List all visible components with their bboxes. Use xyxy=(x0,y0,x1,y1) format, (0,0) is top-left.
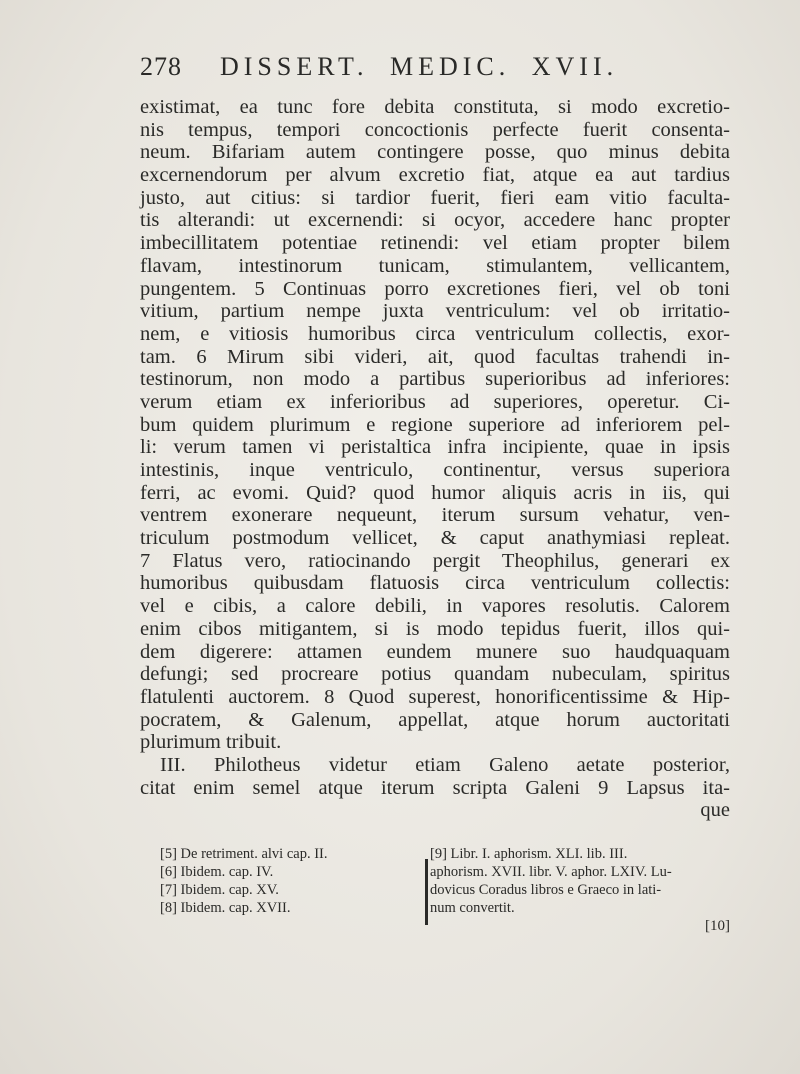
text-line: flatulenti auctorem. 8 Quod superest, honorificentissime & Hip- xyxy=(140,685,730,708)
text-line: enim cibos mitigantem, si is modo tepidus fuerit, illos qui- xyxy=(140,617,730,640)
page-number: 278 xyxy=(140,52,182,81)
text-line: bum quidem plurimum e regione superiore ad inferiorem pel- xyxy=(140,413,730,436)
text-line: justo, aut citius: si tardior fuerit, fieri eam vitio faculta- xyxy=(140,186,730,209)
text-line: humoribus quibusdam flatuosis circa ventriculum collectis: xyxy=(140,572,730,595)
footnotes-left-column xyxy=(160,845,410,917)
text-line: dem digerere: attamen eundem munere suo haudquaquam xyxy=(140,640,730,663)
main-text xyxy=(140,96,730,822)
text-line: tam. 6 Mirum sibi videri, ait, quod facultas trahendi in- xyxy=(140,345,730,368)
running-title: DISSERT. MEDIC. XVII. xyxy=(220,52,619,81)
running-header xyxy=(140,52,730,92)
text-line: vitium, partium nempe juxta ventriculum: vel ob irritatio- xyxy=(140,300,730,323)
footnote: [6] Ibidem. cap. IV. xyxy=(160,864,274,880)
text-line: nis tempus, tempori concoctionis perfecte fuerit consenta- xyxy=(140,118,730,141)
text-line: existimat, ea tunc fore debita constituta, si modo excretio- xyxy=(140,96,730,118)
text-line: testinorum, non modo a partibus superioribus ad inferiores: xyxy=(140,368,730,391)
text-line: tis alterandi: ut excernendi: si ocyor, accedere hanc propter xyxy=(140,209,730,232)
footnote: [5] De retriment. alvi cap. II. xyxy=(160,846,328,862)
catchword: [10] xyxy=(705,918,730,934)
footnotes-right-column xyxy=(430,845,730,917)
text-line: defungi; sed procreare potius quandam nubeculam, spiritus xyxy=(140,663,730,686)
text-line: III. Philotheus videtur etiam Galeno aetate posterior, xyxy=(160,753,730,776)
text-line: triculum postmodum vellicet, & caput anathymiasi repleat. xyxy=(140,527,730,550)
text-line: citat enim semel atque iterum scripta Galeni 9 Lapsus ita- xyxy=(140,776,730,799)
text-line: ferri, ac evomi. Quid? quod humor aliquis acris in iis, qui xyxy=(140,481,730,504)
text-line: flavam, intestinorum tunicam, stimulantem, vellicantem, xyxy=(140,254,730,277)
footnote: aphorism. XVII. libr. V. aphor. LXIV. Lu- xyxy=(430,864,672,880)
footnote: dovicus Coradus libros e Graeco in lati- xyxy=(430,882,662,898)
text-line: neum. Bifariam autem contingere posse, quo minus debita xyxy=(140,141,730,164)
text-line: 7 Flatus vero, ratiocinando pergit Theophilus, generari ex xyxy=(140,549,730,572)
text-line: verum etiam ex inferioribus ad superiores, operetur. Ci- xyxy=(140,390,730,413)
text-line: intestinis, inque ventriculo, continentur, versus superiora xyxy=(140,459,730,481)
text-line: plurimum tribuit. xyxy=(140,731,282,754)
footnote: [8] Ibidem. cap. XVII. xyxy=(160,900,291,916)
footnote-divider xyxy=(425,859,428,925)
footnotes xyxy=(160,845,730,935)
text-line: vel e cibis, a calore debili, in vapores resolutis. Calorem xyxy=(140,595,730,618)
text-line: nem, e vitiosis humoribus circa ventriculum collectis, exor- xyxy=(140,322,730,345)
text-line: ventrem exonerare nequeunt, iterum sursum vehatur, ven- xyxy=(140,504,730,527)
text-line: li: verum tamen vi peristaltica infra incipiente, quae in ipsis xyxy=(140,436,730,459)
text-line: pocratem, & Galenum, appellat, atque horum auctoritati xyxy=(140,708,730,731)
footnote: [7] Ibidem. cap. XV. xyxy=(160,882,279,898)
footnote: [9] Libr. I. aphorism. XLI. lib. III. xyxy=(430,846,628,862)
text-line: excernendorum per alvum excretio fiat, atque ea aut tardius xyxy=(140,164,730,187)
text-line: imbecillitatem potentiae retinendi: vel etiam propter bilem xyxy=(140,232,730,255)
text-line: que xyxy=(700,799,730,822)
footnote: num convertit. xyxy=(430,900,515,916)
text-line: pungentem. 5 Continuas porro excretiones fieri, vel ob toni xyxy=(140,277,730,300)
